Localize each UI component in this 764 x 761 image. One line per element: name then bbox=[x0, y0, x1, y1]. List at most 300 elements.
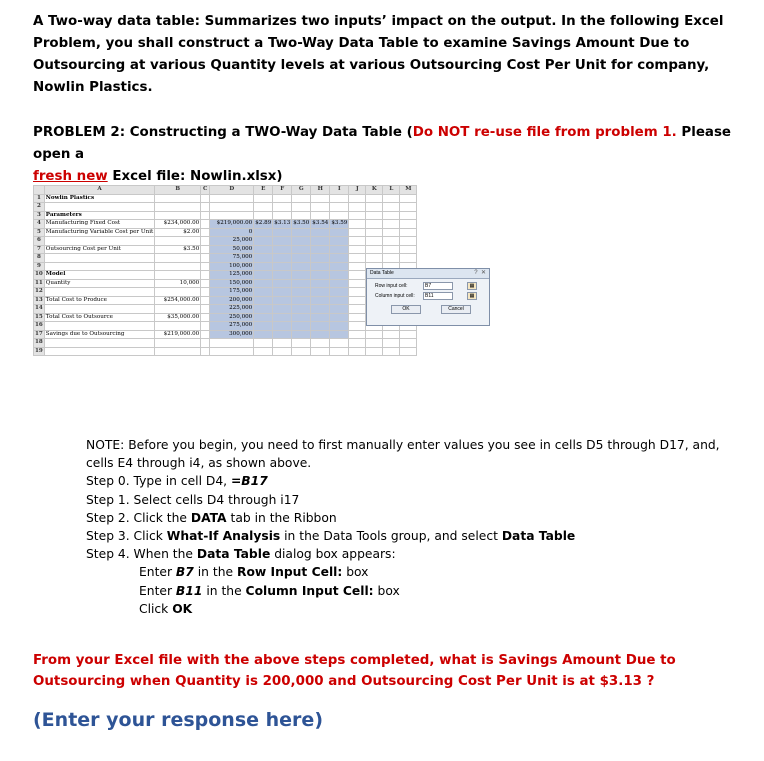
step-0 bbox=[86, 472, 746, 490]
cell[interactable] bbox=[400, 347, 417, 356]
sheet-row bbox=[34, 288, 417, 297]
cell[interactable] bbox=[201, 262, 210, 271]
cell[interactable] bbox=[330, 203, 349, 212]
cell[interactable]: Savings due to Outsourcing bbox=[44, 330, 154, 339]
cell[interactable] bbox=[273, 237, 292, 246]
cell[interactable] bbox=[292, 262, 311, 271]
cell[interactable] bbox=[330, 279, 349, 288]
cell[interactable] bbox=[292, 296, 311, 305]
column-input-label: Column input cell: bbox=[375, 293, 415, 299]
cell[interactable]: Total Cost to Outsource bbox=[44, 313, 154, 322]
sheet-row bbox=[34, 220, 417, 229]
cell[interactable] bbox=[44, 347, 154, 356]
cell[interactable] bbox=[330, 228, 349, 237]
cell[interactable] bbox=[254, 228, 273, 237]
cell[interactable] bbox=[349, 339, 366, 348]
cell[interactable] bbox=[330, 254, 349, 263]
response-field[interactable]: (Enter your response here) bbox=[33, 709, 324, 731]
cell[interactable] bbox=[44, 339, 154, 348]
cell[interactable]: Manufacturing Variable Cost per Unit bbox=[45, 228, 154, 235]
problem-heading bbox=[33, 122, 743, 188]
cell[interactable] bbox=[273, 339, 292, 348]
cell[interactable] bbox=[400, 194, 417, 203]
row-number[interactable]: 8 bbox=[34, 254, 45, 263]
cell[interactable] bbox=[254, 254, 273, 263]
cell[interactable] bbox=[349, 262, 366, 271]
enter-column-input bbox=[86, 582, 746, 600]
sheet-row bbox=[34, 228, 417, 237]
cell[interactable]: Nowlin Plastics bbox=[44, 194, 154, 203]
enter-1-bold: Row Input Cell: bbox=[236, 565, 343, 580]
cell[interactable] bbox=[383, 339, 400, 348]
cell[interactable] bbox=[273, 262, 292, 271]
cell[interactable] bbox=[330, 296, 349, 305]
cell[interactable]: 275,000 bbox=[210, 322, 254, 331]
column-header[interactable]: D bbox=[210, 186, 254, 195]
cell[interactable]: 100,000 bbox=[210, 262, 254, 271]
cell[interactable] bbox=[273, 211, 292, 220]
cell[interactable] bbox=[349, 305, 366, 314]
instructions bbox=[86, 436, 746, 618]
cell[interactable] bbox=[311, 211, 330, 220]
row-number[interactable]: 5 bbox=[34, 228, 45, 237]
cell[interactable] bbox=[349, 237, 366, 246]
cell[interactable] bbox=[201, 305, 210, 314]
cell[interactable] bbox=[311, 288, 330, 297]
cell[interactable] bbox=[349, 330, 366, 339]
cell[interactable] bbox=[400, 245, 417, 254]
cell[interactable]: $234,000.00 bbox=[155, 220, 201, 229]
sheet-row bbox=[34, 296, 417, 305]
cell[interactable] bbox=[273, 313, 292, 322]
cell[interactable] bbox=[400, 237, 417, 246]
cell[interactable] bbox=[349, 313, 366, 322]
cell[interactable] bbox=[155, 254, 201, 263]
cell[interactable] bbox=[366, 339, 383, 348]
cell[interactable] bbox=[44, 288, 154, 297]
sheet-row bbox=[34, 203, 417, 212]
cell[interactable] bbox=[273, 322, 292, 331]
row-number[interactable]: 14 bbox=[35, 305, 43, 312]
cell[interactable] bbox=[44, 322, 154, 331]
cell[interactable] bbox=[201, 203, 210, 212]
cell[interactable]: 300,000 bbox=[210, 330, 254, 339]
cell[interactable]: Parameters bbox=[44, 211, 154, 220]
cell[interactable] bbox=[400, 330, 417, 339]
enter-2-cell: B11 bbox=[175, 583, 203, 598]
row-range-picker-icon[interactable]: ▦ bbox=[467, 282, 477, 290]
cell[interactable] bbox=[155, 194, 201, 203]
cell[interactable] bbox=[292, 288, 311, 297]
row-number[interactable]: 7 bbox=[34, 245, 45, 254]
column-header[interactable]: M bbox=[400, 186, 417, 195]
cell[interactable]: $3.54 bbox=[312, 220, 329, 227]
cell[interactable] bbox=[366, 254, 383, 263]
cell[interactable] bbox=[311, 194, 330, 203]
cell[interactable] bbox=[201, 330, 210, 339]
row-number[interactable]: 6 bbox=[34, 237, 45, 246]
cell[interactable]: Outsourcing Cost per Unit bbox=[44, 245, 154, 254]
cell[interactable] bbox=[254, 322, 273, 331]
cell[interactable]: $219,000.00 bbox=[155, 330, 201, 339]
row-number[interactable]: 1 bbox=[34, 194, 45, 203]
cell[interactable]: 50,000 bbox=[210, 245, 254, 254]
cell[interactable] bbox=[349, 228, 366, 237]
cell[interactable] bbox=[201, 271, 210, 280]
cell[interactable] bbox=[273, 228, 292, 237]
cell[interactable] bbox=[349, 245, 366, 254]
row-input-field[interactable]: B7 bbox=[423, 282, 453, 290]
cell[interactable]: 225,000 bbox=[210, 305, 254, 314]
cell[interactable] bbox=[330, 339, 349, 348]
row-number[interactable]: 2 bbox=[34, 203, 45, 212]
cell[interactable] bbox=[201, 322, 210, 331]
cell[interactable] bbox=[311, 271, 330, 280]
sheet-row bbox=[34, 237, 417, 246]
cell[interactable] bbox=[292, 279, 311, 288]
step-3 bbox=[86, 527, 746, 545]
cell[interactable] bbox=[349, 322, 366, 331]
cell[interactable] bbox=[292, 347, 311, 356]
cell[interactable]: $3.50 bbox=[293, 220, 310, 227]
cell[interactable] bbox=[201, 211, 210, 220]
cell[interactable] bbox=[311, 245, 330, 254]
cell[interactable] bbox=[201, 228, 210, 237]
row-number[interactable]: 16 bbox=[35, 322, 43, 329]
cell[interactable] bbox=[292, 313, 311, 322]
column-header[interactable]: J bbox=[349, 186, 366, 195]
cell[interactable] bbox=[383, 211, 400, 220]
cell[interactable] bbox=[155, 271, 201, 280]
cell[interactable] bbox=[273, 254, 292, 263]
cell[interactable] bbox=[155, 322, 201, 331]
cell[interactable]: 125,000 bbox=[210, 271, 254, 280]
sheet-row bbox=[34, 254, 417, 263]
cell[interactable]: $3.59 bbox=[331, 220, 348, 227]
cell[interactable] bbox=[349, 211, 366, 220]
cell[interactable] bbox=[155, 203, 201, 212]
cell[interactable] bbox=[201, 279, 210, 288]
step-2-text: Step 2. Click the bbox=[86, 510, 191, 525]
cell[interactable] bbox=[311, 322, 330, 331]
cell[interactable] bbox=[400, 203, 417, 212]
column-header[interactable]: L bbox=[383, 186, 400, 195]
cell[interactable] bbox=[311, 203, 330, 212]
cell[interactable] bbox=[273, 347, 292, 356]
cell[interactable] bbox=[273, 330, 292, 339]
cell[interactable]: Total Cost to Produce bbox=[44, 296, 154, 305]
row-number[interactable]: 11 bbox=[35, 279, 43, 286]
cell[interactable]: 10,000 bbox=[155, 279, 201, 288]
cell[interactable] bbox=[311, 279, 330, 288]
cell[interactable] bbox=[330, 237, 349, 246]
row-number[interactable]: 4 bbox=[34, 220, 45, 229]
cell[interactable] bbox=[254, 194, 273, 203]
cell[interactable]: Manufacturing Fixed Cost bbox=[44, 220, 154, 229]
cell[interactable] bbox=[349, 203, 366, 212]
problem-mid: Please open a bbox=[33, 125, 732, 162]
cell[interactable] bbox=[254, 279, 273, 288]
cell[interactable] bbox=[292, 237, 311, 246]
cell[interactable] bbox=[330, 288, 349, 297]
problem-prefix: PROBLEM 2: Constructing a TWO-Way Data Table ( bbox=[33, 125, 413, 140]
cell[interactable] bbox=[273, 203, 292, 212]
cell[interactable] bbox=[254, 347, 273, 356]
cell[interactable] bbox=[273, 271, 292, 280]
enter-2-prefix: Enter bbox=[139, 583, 176, 598]
cell[interactable] bbox=[292, 271, 311, 280]
cell[interactable] bbox=[155, 262, 201, 271]
column-header[interactable]: H bbox=[311, 186, 330, 195]
cell[interactable] bbox=[254, 296, 273, 305]
step-2-suffix: tab in the Ribbon bbox=[226, 510, 337, 525]
cell[interactable] bbox=[366, 228, 383, 237]
cell[interactable] bbox=[330, 245, 349, 254]
row-number[interactable]: 3 bbox=[34, 211, 45, 220]
cell[interactable] bbox=[292, 254, 311, 263]
cell[interactable] bbox=[292, 322, 311, 331]
cell[interactable]: 25,000 bbox=[210, 237, 254, 246]
cell[interactable]: $35,000.00 bbox=[155, 313, 201, 322]
cell[interactable] bbox=[273, 296, 292, 305]
cell[interactable] bbox=[254, 262, 273, 271]
cell[interactable] bbox=[366, 330, 383, 339]
column-header[interactable]: I bbox=[330, 186, 349, 195]
row-number[interactable]: 17 bbox=[35, 330, 43, 337]
cell[interactable] bbox=[201, 313, 210, 322]
cell[interactable]: $2.00 bbox=[155, 228, 201, 237]
cell[interactable] bbox=[349, 279, 366, 288]
cell[interactable] bbox=[400, 211, 417, 220]
cell[interactable] bbox=[383, 194, 400, 203]
cell[interactable] bbox=[349, 194, 366, 203]
cell[interactable] bbox=[330, 262, 349, 271]
step-0-text: Step 0. Type in cell D4, bbox=[86, 474, 231, 489]
cell[interactable] bbox=[254, 211, 273, 220]
row-number[interactable]: 12 bbox=[35, 288, 43, 295]
cell[interactable] bbox=[254, 237, 273, 246]
cell[interactable] bbox=[44, 262, 154, 271]
enter-2-bold: Column Input Cell: bbox=[245, 583, 374, 598]
cell[interactable] bbox=[330, 313, 349, 322]
click-ok bbox=[86, 600, 746, 618]
cell[interactable] bbox=[273, 245, 292, 254]
cell[interactable] bbox=[366, 237, 383, 246]
cell[interactable] bbox=[383, 220, 400, 229]
cell[interactable] bbox=[400, 228, 417, 237]
column-header[interactable]: G bbox=[292, 186, 311, 195]
cell[interactable] bbox=[273, 305, 292, 314]
cell[interactable] bbox=[210, 339, 254, 348]
cell[interactable] bbox=[311, 339, 330, 348]
column-header[interactable] bbox=[34, 186, 45, 195]
cell[interactable] bbox=[155, 237, 201, 246]
help-icon[interactable]: ? bbox=[474, 270, 478, 276]
cell[interactable] bbox=[292, 305, 311, 314]
cell[interactable] bbox=[254, 245, 273, 254]
cell[interactable] bbox=[254, 339, 273, 348]
step-3-bold-1: What-If Analysis bbox=[166, 529, 281, 544]
sheet-row bbox=[34, 347, 417, 356]
cell[interactable] bbox=[155, 305, 201, 314]
cell[interactable] bbox=[383, 330, 400, 339]
cell[interactable] bbox=[311, 347, 330, 356]
cell[interactable]: 75,000 bbox=[210, 254, 254, 263]
cell[interactable] bbox=[400, 254, 417, 263]
cell[interactable] bbox=[330, 194, 349, 203]
cell[interactable] bbox=[366, 245, 383, 254]
cell[interactable] bbox=[383, 228, 400, 237]
cell[interactable] bbox=[201, 288, 210, 297]
cell[interactable] bbox=[330, 330, 349, 339]
enter-row-input bbox=[86, 563, 746, 581]
step-3-text: Step 3. Click bbox=[86, 529, 167, 544]
cell[interactable] bbox=[330, 211, 349, 220]
cell[interactable]: $219,000.00 bbox=[210, 220, 254, 229]
sheet-row bbox=[34, 313, 417, 322]
cell[interactable] bbox=[349, 220, 366, 229]
cell[interactable] bbox=[155, 211, 201, 220]
cell[interactable] bbox=[254, 305, 273, 314]
spreadsheet-screenshot bbox=[33, 185, 493, 373]
cell[interactable] bbox=[311, 330, 330, 339]
cell[interactable] bbox=[349, 271, 366, 280]
cell[interactable] bbox=[254, 330, 273, 339]
cell[interactable] bbox=[210, 194, 254, 203]
cell[interactable] bbox=[44, 254, 154, 263]
cell[interactable] bbox=[311, 237, 330, 246]
cell[interactable] bbox=[383, 203, 400, 212]
cell[interactable] bbox=[254, 313, 273, 322]
problem-suffix: Excel file: Nowlin.xlsx) bbox=[107, 169, 283, 184]
cell[interactable] bbox=[201, 237, 210, 246]
cell[interactable] bbox=[292, 194, 311, 203]
cell[interactable] bbox=[311, 262, 330, 271]
cell[interactable]: Model bbox=[44, 271, 154, 280]
cell[interactable]: $2.89 bbox=[255, 220, 272, 227]
cell[interactable] bbox=[201, 194, 210, 203]
cell[interactable] bbox=[311, 305, 330, 314]
column-header[interactable]: A bbox=[44, 186, 154, 195]
cell[interactable] bbox=[201, 245, 210, 254]
cell[interactable] bbox=[201, 296, 210, 305]
cell[interactable] bbox=[254, 271, 273, 280]
cell[interactable] bbox=[349, 254, 366, 263]
cell[interactable] bbox=[349, 296, 366, 305]
cell[interactable] bbox=[201, 347, 210, 356]
cell[interactable] bbox=[383, 347, 400, 356]
column-header[interactable]: C bbox=[201, 186, 210, 195]
cell[interactable]: 175,000 bbox=[210, 288, 254, 297]
cell[interactable] bbox=[330, 271, 349, 280]
cell[interactable] bbox=[311, 296, 330, 305]
cell[interactable] bbox=[349, 288, 366, 297]
ok-button[interactable]: OK bbox=[391, 305, 421, 314]
cell[interactable]: Quantity bbox=[44, 279, 154, 288]
cell[interactable] bbox=[201, 339, 210, 348]
row-number[interactable]: 10 bbox=[35, 271, 43, 278]
cell[interactable] bbox=[366, 203, 383, 212]
enter-2-mid: in the bbox=[202, 583, 246, 598]
cell[interactable] bbox=[400, 339, 417, 348]
row-number[interactable]: 15 bbox=[35, 313, 43, 320]
cell[interactable] bbox=[383, 237, 400, 246]
cell[interactable]: 150,000 bbox=[210, 279, 254, 288]
cell[interactable] bbox=[330, 305, 349, 314]
column-range-picker-icon[interactable]: ▦ bbox=[467, 292, 477, 300]
cell[interactable] bbox=[210, 211, 254, 220]
cell[interactable] bbox=[366, 211, 383, 220]
cell[interactable] bbox=[273, 194, 292, 203]
cell[interactable] bbox=[155, 347, 201, 356]
cell[interactable] bbox=[201, 220, 210, 229]
cell[interactable]: $3.13 bbox=[274, 220, 291, 227]
cell[interactable] bbox=[44, 305, 154, 314]
cell[interactable]: 250,000 bbox=[210, 313, 254, 322]
cell[interactable] bbox=[292, 339, 311, 348]
cell[interactable] bbox=[292, 211, 311, 220]
cell[interactable] bbox=[366, 347, 383, 356]
cell[interactable]: 0 bbox=[210, 228, 254, 237]
cell[interactable] bbox=[400, 220, 417, 229]
column-input-field[interactable]: B11 bbox=[423, 292, 453, 300]
cell[interactable]: $3.50 bbox=[155, 245, 201, 254]
cell[interactable] bbox=[201, 254, 210, 263]
cell[interactable] bbox=[383, 254, 400, 263]
enter-1-prefix: Enter bbox=[139, 565, 176, 580]
column-header[interactable]: E bbox=[254, 186, 273, 195]
cell[interactable] bbox=[44, 237, 154, 246]
cell[interactable] bbox=[383, 245, 400, 254]
row-number[interactable]: 19 bbox=[35, 347, 43, 354]
cell[interactable] bbox=[311, 313, 330, 322]
row-number[interactable]: 9 bbox=[34, 262, 45, 271]
cancel-button[interactable]: Cancel bbox=[441, 305, 471, 314]
cell[interactable] bbox=[366, 194, 383, 203]
cell[interactable] bbox=[330, 322, 349, 331]
cell[interactable] bbox=[349, 347, 366, 356]
sheet-row bbox=[34, 279, 417, 288]
row-number[interactable]: 13 bbox=[35, 296, 43, 303]
question: From your Excel file with the above steps completed, what is Savings Amount Due to Outsourcing when Quantity is 200,000 and Outsourcing Cost Per Unit is at $3.13 ? bbox=[33, 653, 676, 689]
cell[interactable] bbox=[254, 288, 273, 297]
cell[interactable] bbox=[292, 330, 311, 339]
step-4 bbox=[86, 545, 746, 563]
cell[interactable]: 200,000 bbox=[210, 296, 254, 305]
cell[interactable] bbox=[292, 203, 311, 212]
cell[interactable] bbox=[311, 228, 330, 237]
column-header[interactable]: F bbox=[273, 186, 292, 195]
column-header[interactable]: B bbox=[155, 186, 201, 195]
cell[interactable] bbox=[44, 203, 154, 212]
cell[interactable] bbox=[155, 288, 201, 297]
cell[interactable]: $254,000.00 bbox=[155, 296, 201, 305]
cell[interactable] bbox=[210, 203, 254, 212]
row-number[interactable]: 18 bbox=[35, 339, 43, 346]
cell[interactable] bbox=[273, 288, 292, 297]
cell[interactable] bbox=[292, 245, 311, 254]
column-header[interactable]: K bbox=[366, 186, 383, 195]
cell[interactable] bbox=[273, 279, 292, 288]
cell[interactable] bbox=[292, 228, 311, 237]
cell[interactable] bbox=[311, 254, 330, 263]
cell[interactable] bbox=[330, 347, 349, 356]
cell[interactable] bbox=[155, 339, 201, 348]
close-icon[interactable]: ✕ bbox=[480, 270, 486, 276]
cell[interactable] bbox=[210, 347, 254, 356]
cell[interactable] bbox=[366, 220, 383, 229]
cell[interactable] bbox=[254, 203, 273, 212]
